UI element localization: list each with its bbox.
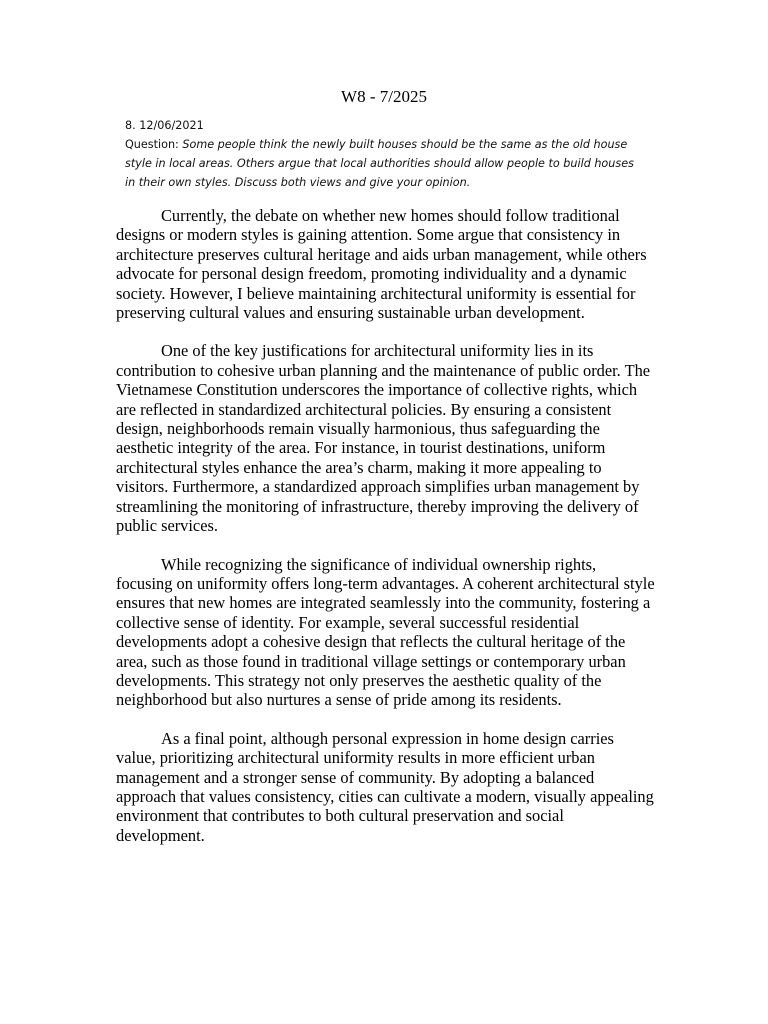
- essay-body: [116, 206, 656, 864]
- essay-paragraph-introduction: Currently, the debate on whether new homes should follow traditional designs or modern styles is gaining attention. Some argue that consistency in architecture preserves cultural heritage and aids urban management, while others advocate for personal design freedom, promoting individuality and a dynamic society. However, I believe maintaining architectural uniformity is essential for preserving cultural values and ensuring sustainable urban development.: [116, 206, 647, 323]
- document-title: W8 - 7/2025: [341, 87, 427, 106]
- question-number-date: 8. 12/06/2021: [125, 119, 204, 132]
- essay-paragraph-conclusion: As a final point, although personal expression in home design carries value, prioritizing architectural uniformity results in more efficient urban management and a stronger sense of community. By adopting a balanced approach that values consistency, cities can cultivate a modern, visually appealing environment that contributes to both cultural preservation and social development.: [116, 728, 654, 845]
- essay-question: [125, 116, 645, 192]
- essay-paragraph-body-2: While recognizing the significance of individual ownership rights, focusing on uniformity offers long-term advantages. A coherent architectural style ensures that new homes are integrated seamlessly into the community, fostering a collective sense of identity. For example, several successful residential developments adopt a cohesive design that reflects the cultural heritage of the area, such as those found in traditional village settings or contemporary urban developments. This strategy not only preserves the aesthetic quality of the neighborhood but also nurtures a sense of pride among its residents.: [116, 554, 655, 710]
- question-label: Question:: [125, 138, 179, 151]
- question-text: Some people think the newly built houses should be the same as the old house style in local areas. Others argue that local authorities should allow people to build houses in their own styles. Discuss both views and give your opinion.: [125, 138, 634, 189]
- essay-paragraph-body-1: One of the key justifications for architectural uniformity lies in its contribution to cohesive urban planning and the maintenance of public order. The Vietnamese Constitution underscores the importance of collective rights, which are reflected in standardized architectural policies. By ensuring a consistent design, neighborhoods remain visually harmonious, thus safeguarding the aesthetic integrity of the area. For instance, in tourist destinations, uniform architectural styles enhance the area’s charm, making it more appealing to visitors. Furthermore, a standardized approach simplifies urban management by streamlining the monitoring of infrastructure, thereby improving the delivery of public services.: [116, 341, 651, 536]
